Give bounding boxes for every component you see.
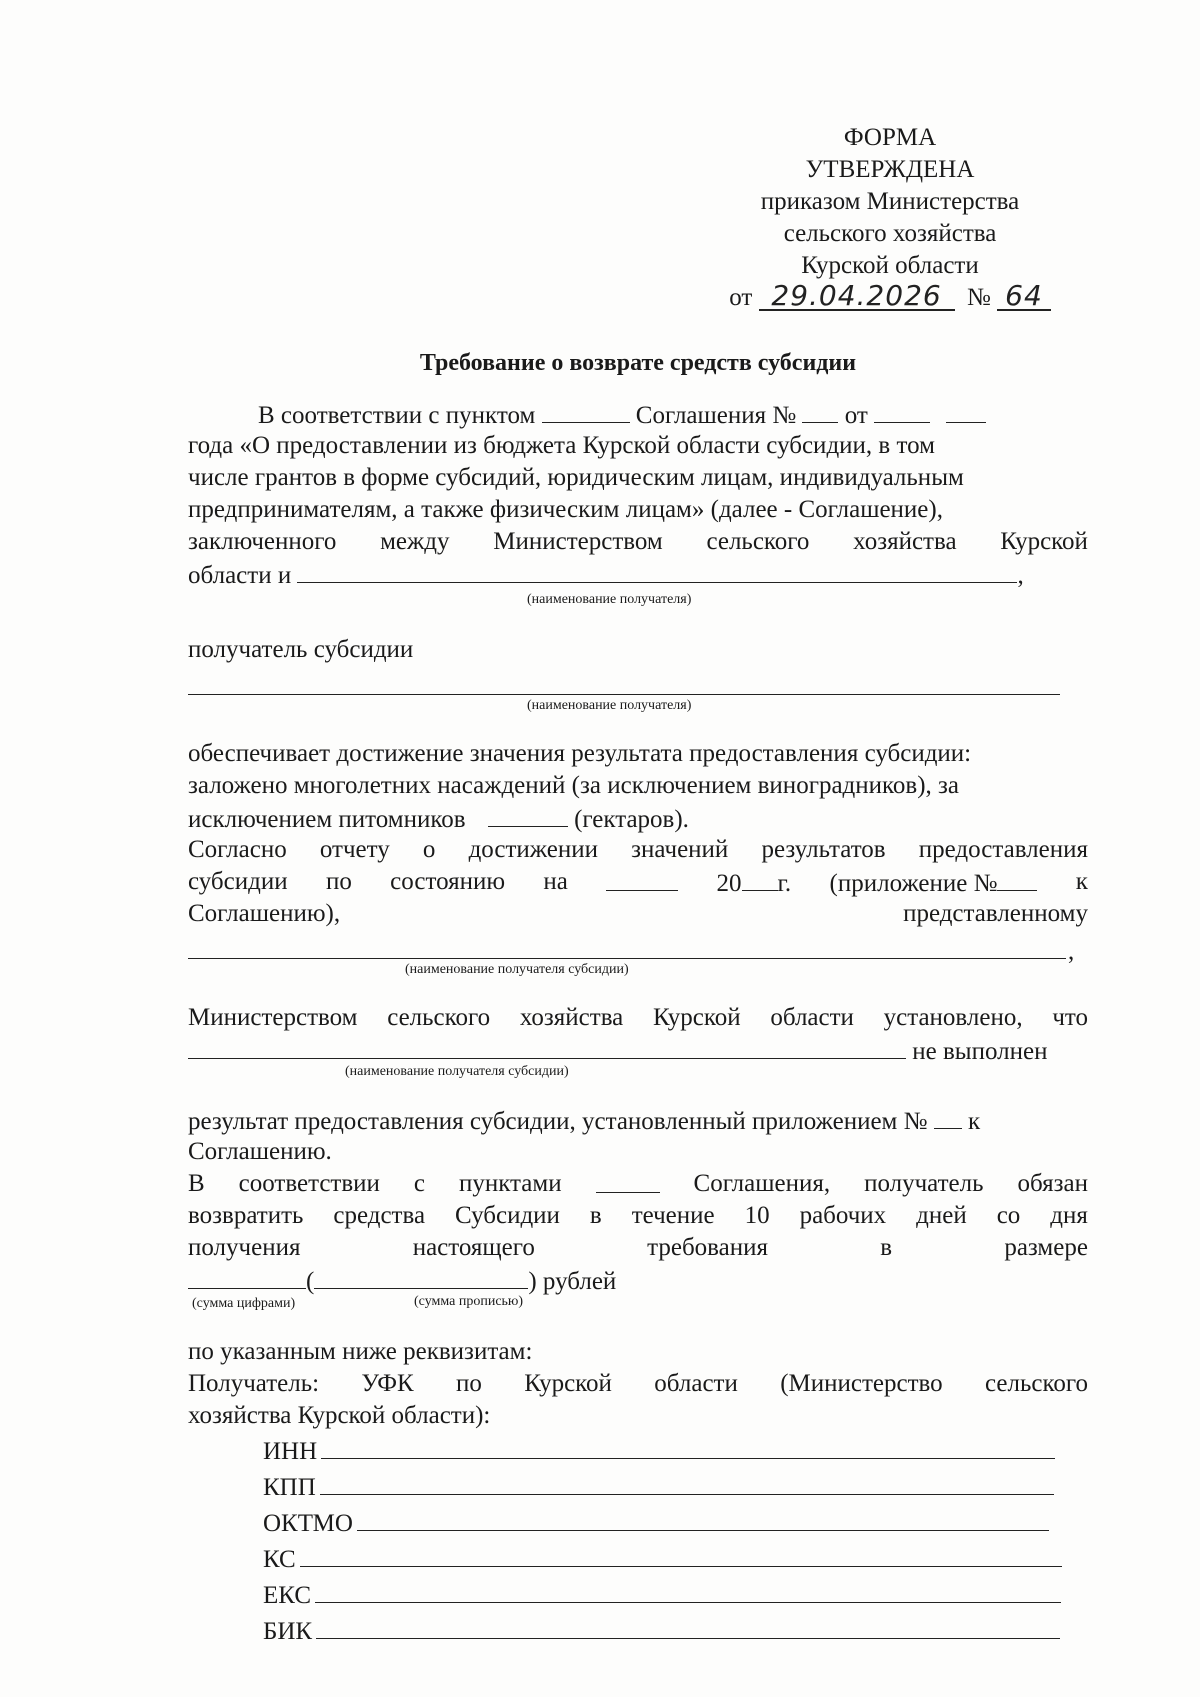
word: дня — [1050, 1202, 1088, 1229]
text: представленному — [903, 900, 1088, 927]
word: сельского — [985, 1370, 1088, 1397]
requisite-blank — [316, 1616, 1060, 1639]
word: Министерством — [188, 1004, 358, 1031]
caption-sum-words: (сумма прописью) — [414, 1294, 524, 1309]
p4-line-1 — [188, 836, 1088, 864]
text: 20 — [716, 870, 742, 897]
word: области — [654, 1370, 738, 1397]
word: получатель — [864, 1170, 984, 1197]
word: пунктами — [458, 1170, 562, 1197]
requisite-blank — [300, 1544, 1062, 1567]
word: результатов — [761, 836, 886, 863]
text: к — [967, 1108, 981, 1135]
p7-line-2 — [188, 1202, 1088, 1230]
word: обязан — [1017, 1170, 1088, 1197]
p5-line-1 — [188, 1004, 1088, 1032]
requisite-label: ОКТМО — [263, 1510, 353, 1537]
word: (Министерство — [780, 1370, 943, 1397]
word: В — [188, 1170, 205, 1197]
approval-line-1: ФОРМА — [843, 124, 937, 151]
blank-recipient-subsidy-2 — [188, 1036, 906, 1059]
approval-block — [700, 122, 1080, 314]
requisite-blank — [320, 1472, 1054, 1495]
word: сельского — [387, 1004, 491, 1031]
line-end-comma: , — [1068, 938, 1075, 965]
requisite-label: ИНН — [263, 1438, 318, 1465]
text: области и — [188, 562, 292, 589]
word: по — [456, 1370, 482, 1397]
p1-line-4: предпринимателям, а также физическим лицам» (далее - Соглашение), — [188, 496, 943, 523]
text: Соглашению), — [188, 900, 341, 927]
approval-line-3: приказом Министерства — [760, 188, 1020, 215]
word: заключенного — [188, 528, 337, 555]
p3-line-3 — [188, 804, 1088, 834]
requisite-inn — [263, 1436, 1055, 1466]
word: возвратить — [188, 1202, 304, 1229]
caption-recipient-name-2: (наименование получателя) — [527, 698, 692, 713]
document-title: Требование о возврате средств субсидии — [419, 350, 857, 376]
text: от — [844, 402, 868, 429]
word: Соглашения, — [693, 1170, 831, 1197]
word: значений — [631, 836, 729, 863]
text: исключением питомников — [188, 806, 466, 833]
p3-line-2: заложено многолетних насаждений (за исключением виноградников), за — [188, 772, 959, 799]
word: получения — [188, 1234, 301, 1261]
word: Курской — [1000, 528, 1088, 555]
text: , — [1017, 562, 1024, 589]
word: к — [1075, 868, 1088, 895]
word: предоставления — [918, 836, 1088, 863]
blank-date — [874, 400, 930, 423]
word: размере — [1004, 1234, 1088, 1261]
approval-line-5: Курской области — [801, 252, 979, 279]
annex-group — [830, 868, 1038, 898]
word: Согласно — [188, 836, 287, 863]
word: на — [543, 868, 568, 895]
p2-line-1: получатель субсидии — [188, 636, 414, 663]
caption-recipient-name: (наименование получателя) — [527, 592, 692, 607]
word: области — [770, 1004, 854, 1031]
word: по — [325, 868, 352, 895]
p1-line-6 — [188, 560, 1088, 590]
blank-clause — [542, 400, 630, 423]
requisite-oktmo — [263, 1508, 1049, 1538]
word: в — [589, 1202, 602, 1229]
word: Курской — [524, 1370, 612, 1397]
word: средства — [333, 1202, 426, 1229]
word: хозяйства — [519, 1004, 624, 1031]
word: рабочих — [799, 1202, 887, 1229]
word: состоянию — [390, 868, 506, 895]
word: 10 — [744, 1202, 770, 1229]
word: течение — [631, 1202, 715, 1229]
p6-line-2: Соглашению. — [188, 1138, 332, 1165]
caption-recipient-subsidy-2: (наименование получателя субсидии) — [345, 1064, 569, 1079]
requisite-bik — [263, 1616, 1060, 1646]
word: хозяйства — [853, 528, 957, 555]
blank-recipient-name-2 — [188, 694, 1060, 695]
caption-sum-digits: (сумма цифрами) — [192, 1296, 296, 1311]
number-sign: № — [967, 284, 991, 311]
blank-recipient-subsidy — [188, 958, 1066, 959]
requisite-eks — [263, 1580, 1061, 1610]
text: (гектаров). — [574, 806, 689, 833]
p1-line-5 — [188, 528, 1088, 556]
word: Курской — [652, 1004, 741, 1031]
p1-line-3: числе грантов в форме субсидий, юридическим лицам, индивидуальным — [188, 464, 964, 491]
blank-hectares — [488, 804, 568, 827]
requisite-label: ЕКС — [263, 1582, 311, 1609]
text: г. — [777, 870, 792, 897]
blank-agreement-number — [802, 400, 838, 423]
p8-line-2 — [188, 1370, 1088, 1398]
word: в — [880, 1234, 893, 1261]
approval-date-line — [700, 279, 1080, 314]
p7-line-1 — [188, 1170, 1088, 1198]
blank-annex-number — [997, 868, 1037, 891]
word: Субсидии — [455, 1202, 560, 1229]
p8-line-3: хозяйства Курской области): — [188, 1402, 491, 1429]
blank-report-date — [606, 868, 678, 891]
word: с — [413, 1170, 425, 1197]
word: Министерством — [493, 528, 663, 555]
p6-line-1 — [188, 1106, 1088, 1136]
approval-line-2: УТВЕРЖДЕНА — [805, 156, 975, 183]
p1-line-1 — [188, 400, 1088, 430]
blank-recipient-name — [297, 560, 1017, 583]
p4-line-2 — [188, 868, 1088, 898]
approval-line-4: сельского хозяйства — [783, 220, 997, 247]
date-prefix: от — [729, 284, 753, 311]
word: дней — [916, 1202, 967, 1229]
word: соответствии — [238, 1170, 380, 1197]
word: сельского — [706, 528, 810, 555]
blank-year — [946, 400, 986, 423]
word: настоящего — [412, 1234, 535, 1261]
blank-annex-number-2 — [934, 1106, 962, 1129]
blank-report-year — [742, 868, 778, 891]
word: со — [996, 1202, 1021, 1229]
caption-recipient-subsidy: (наименование получателя субсидии) — [405, 962, 629, 977]
word: субсидии — [188, 868, 288, 895]
requisite-kpp — [263, 1472, 1054, 1502]
text: результат предоставления субсидии, установленный приложением № — [188, 1108, 928, 1135]
word: между — [380, 528, 450, 555]
p7-line-3 — [188, 1234, 1088, 1262]
text: ) рублей — [528, 1268, 617, 1295]
word: отчету — [319, 836, 390, 863]
requisite-blank — [357, 1508, 1049, 1531]
word: УФК — [361, 1370, 414, 1397]
handwritten-number: 64 — [997, 283, 1051, 311]
word: Получатель: — [188, 1370, 320, 1397]
requisite-blank — [315, 1580, 1061, 1603]
blank-sum-words — [314, 1266, 528, 1289]
word: требования — [647, 1234, 768, 1261]
text: В соответствии с пунктом — [258, 402, 536, 429]
requisite-label: КС — [263, 1546, 296, 1573]
word: установлено, — [883, 1004, 1023, 1031]
word: достижении — [468, 836, 598, 863]
text: ( — [306, 1268, 315, 1295]
word: о — [422, 836, 436, 863]
text: (приложение № — [829, 870, 998, 897]
requisite-label: БИК — [263, 1618, 313, 1645]
handwritten-date: 29.04.2026 — [759, 283, 955, 311]
blank-sum-digits — [188, 1266, 306, 1289]
year-group — [717, 868, 792, 898]
p1-line-2: года «О предоставлении из бюджета Курской области субсидии, в том — [188, 432, 935, 459]
requisite-blank — [321, 1436, 1055, 1459]
p8-line-1: по указанным ниже реквизитам: — [188, 1338, 533, 1365]
p5-line-2 — [188, 1036, 1088, 1066]
p3-line-1: обеспечивает достижение значения результата предоставления субсидии: — [188, 740, 972, 767]
p7-line-4 — [188, 1266, 1088, 1296]
word: что — [1052, 1004, 1088, 1031]
text: Соглашения № — [635, 402, 797, 429]
blank-clauses — [596, 1170, 660, 1193]
requisite-ks — [263, 1544, 1062, 1574]
p4-line-3 — [188, 900, 1088, 928]
requisite-label: КПП — [263, 1474, 316, 1501]
text: не выполнен — [912, 1038, 1048, 1065]
